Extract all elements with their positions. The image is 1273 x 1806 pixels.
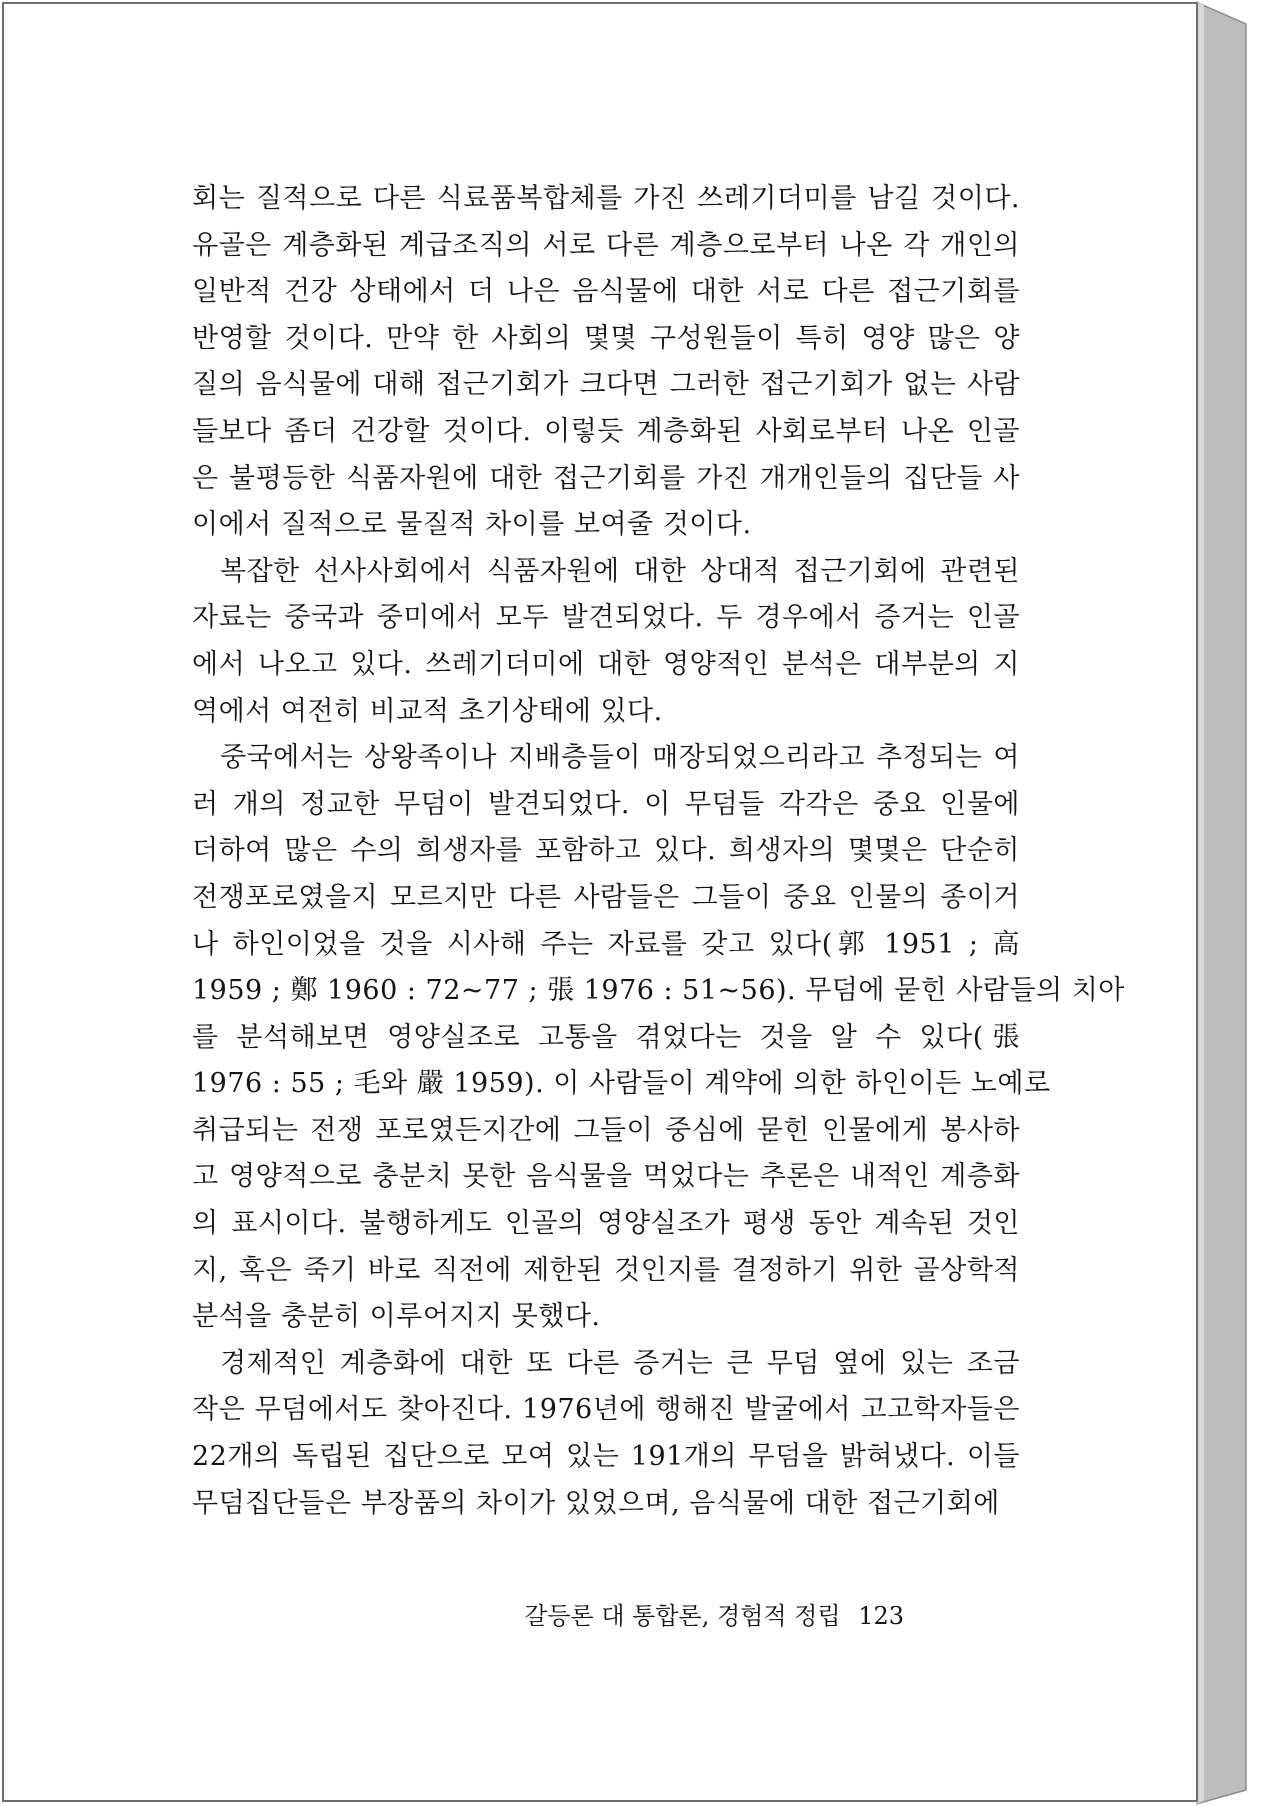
text-line: 에서 나오고 있다. 쓰레기더미에 대한 영양적인 분석은 대부분의 지	[192, 648, 1020, 680]
text-line: 작은 무덤에서도 찾아진다. 1976년에 행해진 발굴에서 고고학자들은	[192, 1394, 1020, 1426]
text-line: 취급되는 전쟁 포로였든지간에 그들이 중심에 묻힌 인물에게 봉사하	[192, 1114, 1020, 1146]
text-line: 1959 ; 鄭 1960 : 72~77 ; 張 1976 : 51~56). 무덤에 묻힌 사람들의 치아	[192, 975, 1125, 1007]
text-line: 들보다 좀더 건강할 것이다. 이렇듯 계층화된 사회로부터 나온 인골	[192, 415, 1020, 447]
text-line: 중국에서는 상왕족이나 지배층들이 매장되었으리라고 추정되는 여	[220, 742, 1020, 774]
text-line: 은 불평등한 식품자원에 대한 접근기회를 가진 개개인들의 집단들 사	[192, 462, 1020, 494]
text-line: 질의 음식물에 대해 접근기회가 크다면 그러한 접근기회가 없는 사람	[192, 369, 1020, 401]
paragraph	[192, 176, 1020, 549]
text-line: 더하여 많은 수의 희생자를 포함하고 있다. 희생자의 몇몇은 단순히	[192, 835, 1020, 867]
body-text	[192, 176, 1125, 1527]
text-line: 일반적 건강 상태에서 더 나은 음식물에 대한 서로 다른 접근기회를	[192, 276, 1020, 308]
paragraph	[192, 1341, 1020, 1527]
text-line: 러 개의 정교한 무덤이 발견되었다. 이 무덤들 각각은 중요 인물에	[192, 788, 1020, 820]
text-line: 전쟁포로였을지 모르지만 다른 사람들은 그들이 중요 인물의 종이거	[192, 881, 1020, 913]
text-line: 를 분석해보면 영양실조로 고통을 겪었다는 것을 알 수 있다(張	[192, 1021, 1020, 1053]
page-number: 123	[858, 1602, 904, 1630]
text-line: 분석을 충분히 이루어지지 못했다.	[192, 1301, 601, 1333]
paragraph	[192, 735, 1125, 1341]
text-line: 유골은 계층화된 계급조직의 서로 다른 계층으로부터 나온 각 개인의	[192, 229, 1020, 261]
text-line: 복잡한 선사사회에서 식품자원에 대한 상대적 접근기회에 관련된	[220, 555, 1020, 587]
paragraph	[192, 549, 1020, 735]
text-line: 반영할 것이다. 만약 한 사회의 몇몇 구성원들이 특히 영양 많은 양	[192, 322, 1020, 354]
text-line: 고 영양적으로 충분치 못한 음식물을 먹었다는 추론은 내적인 계층화	[192, 1161, 1020, 1193]
text-line: 지, 혹은 죽기 바로 직전에 제한된 것인지를 결정하기 위한 골상학적	[192, 1254, 1020, 1286]
text-line: 1976 : 55 ; 毛와 嚴 1959). 이 사람들이 계약에 의한 하인이든 노예로	[192, 1068, 1051, 1100]
text-line: 의 표시이다. 불행하게도 인골의 영양실조가 평생 동안 계속된 것인	[192, 1208, 1020, 1240]
text-line: 역에서 여전히 비교적 초기상태에 있다.	[192, 695, 663, 727]
text-line: 자료는 중국과 중미에서 모두 발견되었다. 두 경우에서 증거는 인골	[192, 602, 1020, 634]
page-footer	[524, 1596, 904, 1631]
text-line: 회는 질적으로 다른 식료품복합체를 가진 쓰레기더미를 남길 것이다.	[192, 183, 1020, 214]
page-edge-shape	[1196, 0, 1273, 1806]
text-line: 22개의 독립된 집단으로 모여 있는 191개의 무덤을 밝혀냈다. 이들	[192, 1441, 1020, 1473]
text-line: 이에서 질적으로 물질적 차이를 보여줄 것이다.	[192, 509, 752, 541]
running-title: 갈등론 대 통합론, 경험적 정립	[524, 1602, 841, 1630]
text-line: 나 하인이었을 것을 시사해 주는 자료를 갖고 있다(郭 1951 ; 高	[192, 928, 1020, 960]
text-line: 경제적인 계층화에 대한 또 다른 증거는 큰 무덤 옆에 있는 조금	[220, 1347, 1020, 1379]
page-sheet	[2, 2, 1198, 1802]
text-line: 무덤집단들은 부장품의 차이가 있었으며, 음식물에 대한 접근기회에	[192, 1487, 1000, 1519]
